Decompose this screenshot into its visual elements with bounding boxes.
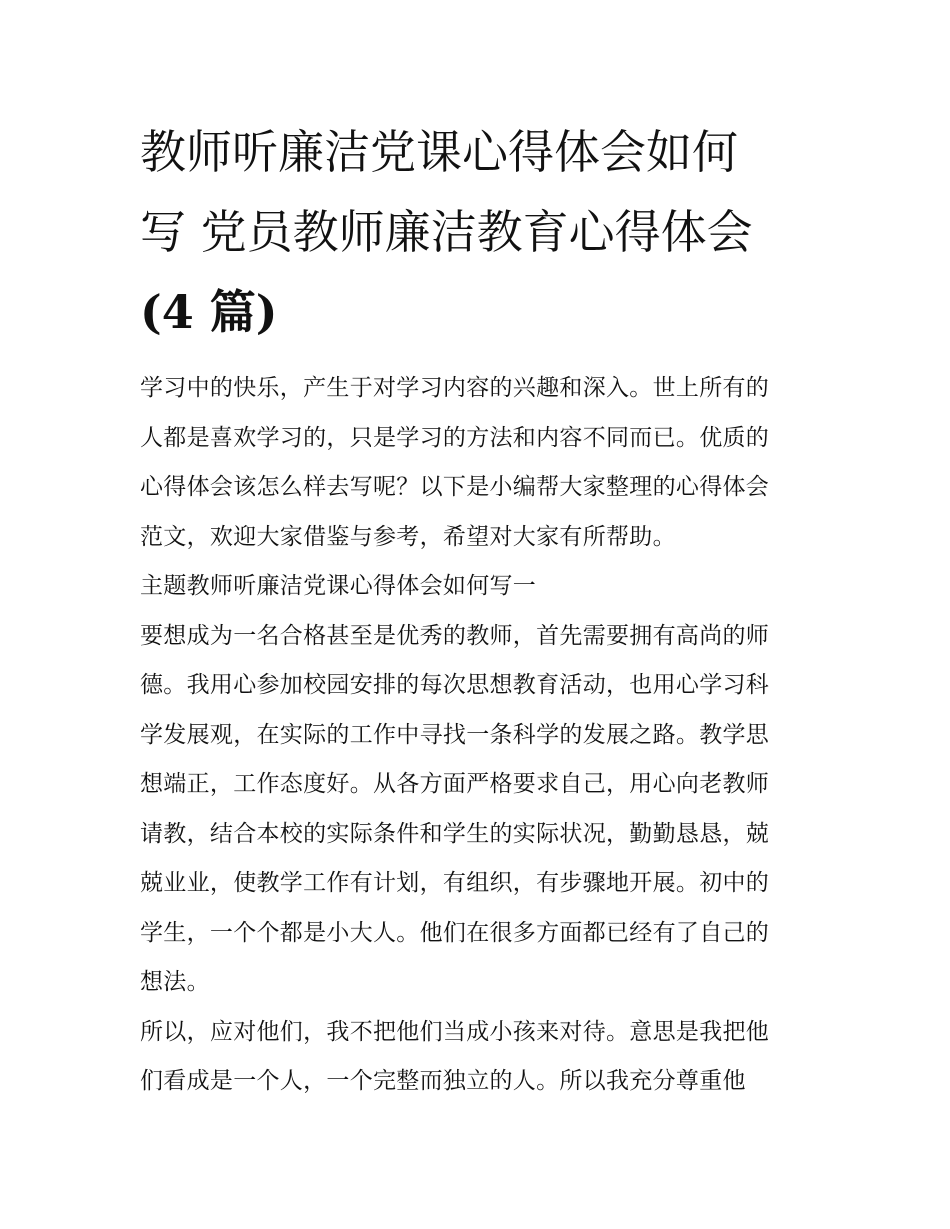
intro-line-1: 学习中的快乐，产生于对学习内容的兴趣和深入。世上所有的 (140, 375, 770, 401)
body-1-line-4: 想端正，工作态度好。从各方面严格要求自己，用心向老教师 (140, 771, 770, 797)
intro-line-4: 范文，欢迎大家借鉴与参考，希望对大家有所帮助。 (140, 523, 676, 550)
body-1-line-2: 德。我用心参加校园安排的每次思想教育活动，也用心学习科 (140, 672, 770, 698)
document-content (140, 112, 816, 1107)
title-line-2: 写 党员教师廉洁教育心得体会 (140, 205, 753, 259)
section-heading (140, 562, 816, 612)
body-1-line-3: 学发展观，在实际的工作中寻找一条科学的发展之路。教学思 (140, 721, 770, 748)
body-paragraph-2 (140, 1008, 816, 1107)
title-line-1: 教师听廉洁党课心得体会如何 (140, 125, 738, 179)
body-1-line-6: 兢业业，使教学工作有计划，有组织，有步骤地开展。初中的 (140, 870, 770, 896)
body-1-line-8: 想法。 (140, 969, 210, 995)
body-2-line-2: 们看成是一个人，一个完整而独立的人。所以我充分尊重他 (140, 1068, 746, 1094)
body-paragraph-1 (140, 612, 816, 1008)
title-line-3: (4 篇) (140, 285, 278, 339)
body-1-line-7: 学生，一个个都是小大人。他们在很多方面都已经有了自己的 (140, 919, 770, 946)
intro-paragraph (140, 364, 816, 562)
body-1-line-1: 要想成为一名合格甚至是优秀的教师，首先需要拥有高尚的师 (140, 622, 770, 649)
intro-line-3: 心得体会该怎么样去写呢？以下是小编帮大家整理的心得体会 (140, 474, 770, 500)
intro-line-2: 人都是喜欢学习的，只是学习的方法和内容不同而已。优质的 (140, 424, 770, 451)
document-title (140, 112, 816, 352)
section-heading-line: 主题教师听廉洁党课心得体会如何写一 (140, 573, 537, 599)
body-2-line-1: 所以，应对他们，我不把他们当成小孩来对待。意思是我把他 (140, 1018, 770, 1045)
body-1-line-5: 请教，结合本校的实际条件和学生的实际状况，勤勤恳恳，兢 (140, 820, 770, 847)
